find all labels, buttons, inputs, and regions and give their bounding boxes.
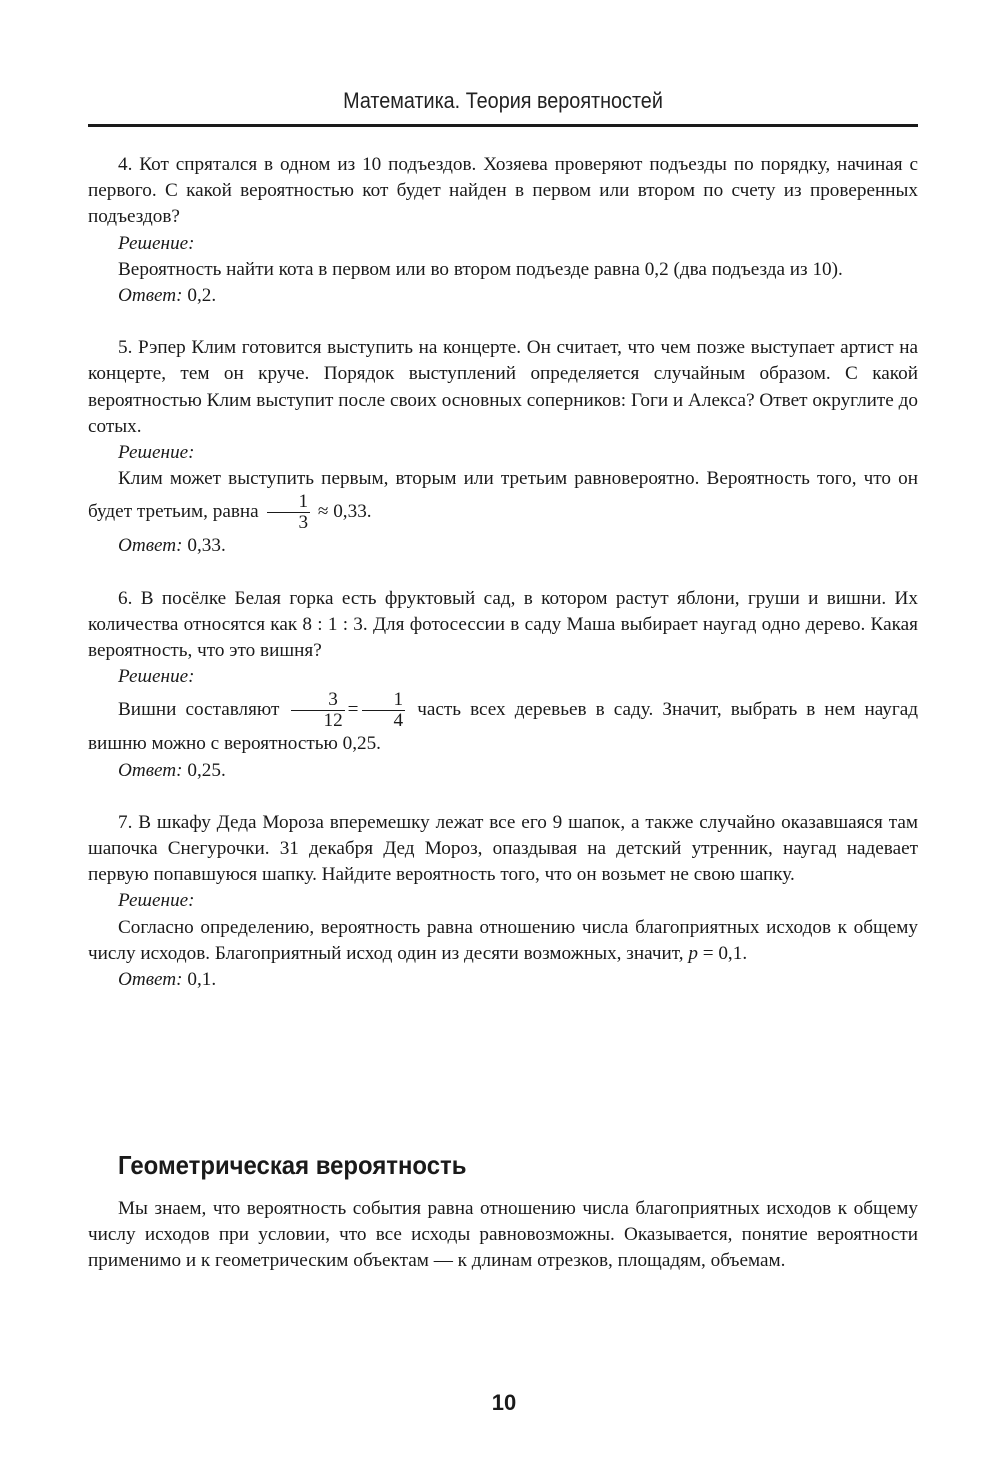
problem-6 <box>88 586 918 784</box>
fraction-numerator: 1 <box>267 492 311 513</box>
solution-main: Согласно определению, вероятность равна отношению числа благоприятных исходов к общему числу исходов. Благоприятный исход один из десяти возможных, значит, <box>88 916 918 964</box>
answer-value: 0,1. <box>187 969 217 991</box>
problem-text: 6. В посёлке Белая горка есть фруктовый сад, в котором растут яблони, груши и вишни. Их количества относятся как 8 : 1 : 3. Для фотосессии в саду Маша выбирает наугад одно дерево. Какая вероятность, что это вишня? <box>88 587 918 662</box>
section-heading: Геометрическая вероятность <box>118 1150 467 1180</box>
solution-end: = 0,1. <box>702 942 748 964</box>
problem-5 <box>88 335 918 559</box>
fraction-one-third <box>267 492 311 533</box>
solution-text <box>88 690 918 757</box>
fraction-numerator: 1 <box>362 690 406 711</box>
running-header: Математика. Теория вероятностей <box>343 88 663 113</box>
problem-text: 5. Рэпер Клим готовится выступить на концерте. Он считает, что чем позже выступает артист на концерте, тем он круче. Порядок выступлений определяется случайным образом. С какой вероятностью Клим выступит после своих основных соперников: Гоги и Алекса? Ответ округлите до сотых. <box>88 337 918 437</box>
answer-label: Ответ: <box>118 285 183 307</box>
solution-part2: часть всех деревьев в саду. Значит, выбрать в нем наугад вишню можно с вероятностью 0,25. <box>88 699 918 755</box>
solution-part1: Клим может выступить первым, вторым или третьим равновероятно. Вероятность того, что он будет третьим, равна <box>88 468 918 523</box>
answer-line <box>118 283 918 309</box>
answer-value: 0,33. <box>187 535 226 557</box>
solution-variable: p <box>688 942 698 964</box>
answer-line <box>118 533 918 559</box>
header-rule <box>88 124 918 127</box>
problem-7 <box>88 810 918 993</box>
solution-label: Решение: <box>118 232 195 254</box>
answer-value: 0,2. <box>187 285 217 307</box>
solution-label: Решение: <box>118 442 195 464</box>
problem-4 <box>88 152 918 309</box>
problem-text: 4. Кот спрятался в одном из 10 подъездов. Хозяева проверяют подъезды по порядку, начиная с первого. С какой вероятностью кот будет найден в первом или втором по счету из проверенных подъездов? <box>88 154 918 228</box>
solution-text <box>88 915 918 967</box>
solution-text: Вероятность найти кота в первом или во втором подъезде равна 0,2 (два подъезда из 10). <box>118 258 843 280</box>
fraction-denominator: 3 <box>298 512 309 534</box>
page-number: 10 <box>491 1390 517 1415</box>
answer-label: Ответ: <box>118 759 183 781</box>
fraction-denominator: 12 <box>323 710 343 732</box>
solution-label: Решение: <box>118 666 195 688</box>
problem-text: 7. В шкафу Деда Мороза вперемешку лежат все его 9 шапок, а также случайно оказавшаяся там шапочка Снегурочки. 31 декабря Дед Мороз, опаздывая на детский утренник, наугад надевает первую попавшуюся шапку. Найдите вероятность того, что он возьмет не свою шапку. <box>88 811 918 886</box>
fraction-one-fourth <box>362 690 406 731</box>
solution-label: Решение: <box>118 890 195 912</box>
answer-value: 0,25. <box>187 759 226 781</box>
section-paragraph: Мы знаем, что вероятность события равна отношению числа благоприятных исходов к общему числу исходов при условии, что все исходы равновозможны. Оказывается, понятие вероятности применимо и к геометрическим объектам — к длинам отрезков, площадям, объемам. <box>88 1198 918 1272</box>
answer-label: Ответ: <box>118 535 183 557</box>
solution-part1: Вишни составляют <box>118 699 280 721</box>
answer-line <box>118 758 918 784</box>
solution-text <box>88 466 918 533</box>
solution-part2: ≈ 0,33. <box>317 501 372 523</box>
fraction-denominator: 4 <box>393 710 404 732</box>
fraction-numerator: 3 <box>291 690 344 711</box>
section-body <box>88 1196 918 1275</box>
answer-label: Ответ: <box>118 969 183 991</box>
equals-sign: = <box>347 699 359 721</box>
answer-line <box>118 967 918 993</box>
problems-list <box>88 152 918 1019</box>
fraction-three-twelfths <box>291 690 344 731</box>
